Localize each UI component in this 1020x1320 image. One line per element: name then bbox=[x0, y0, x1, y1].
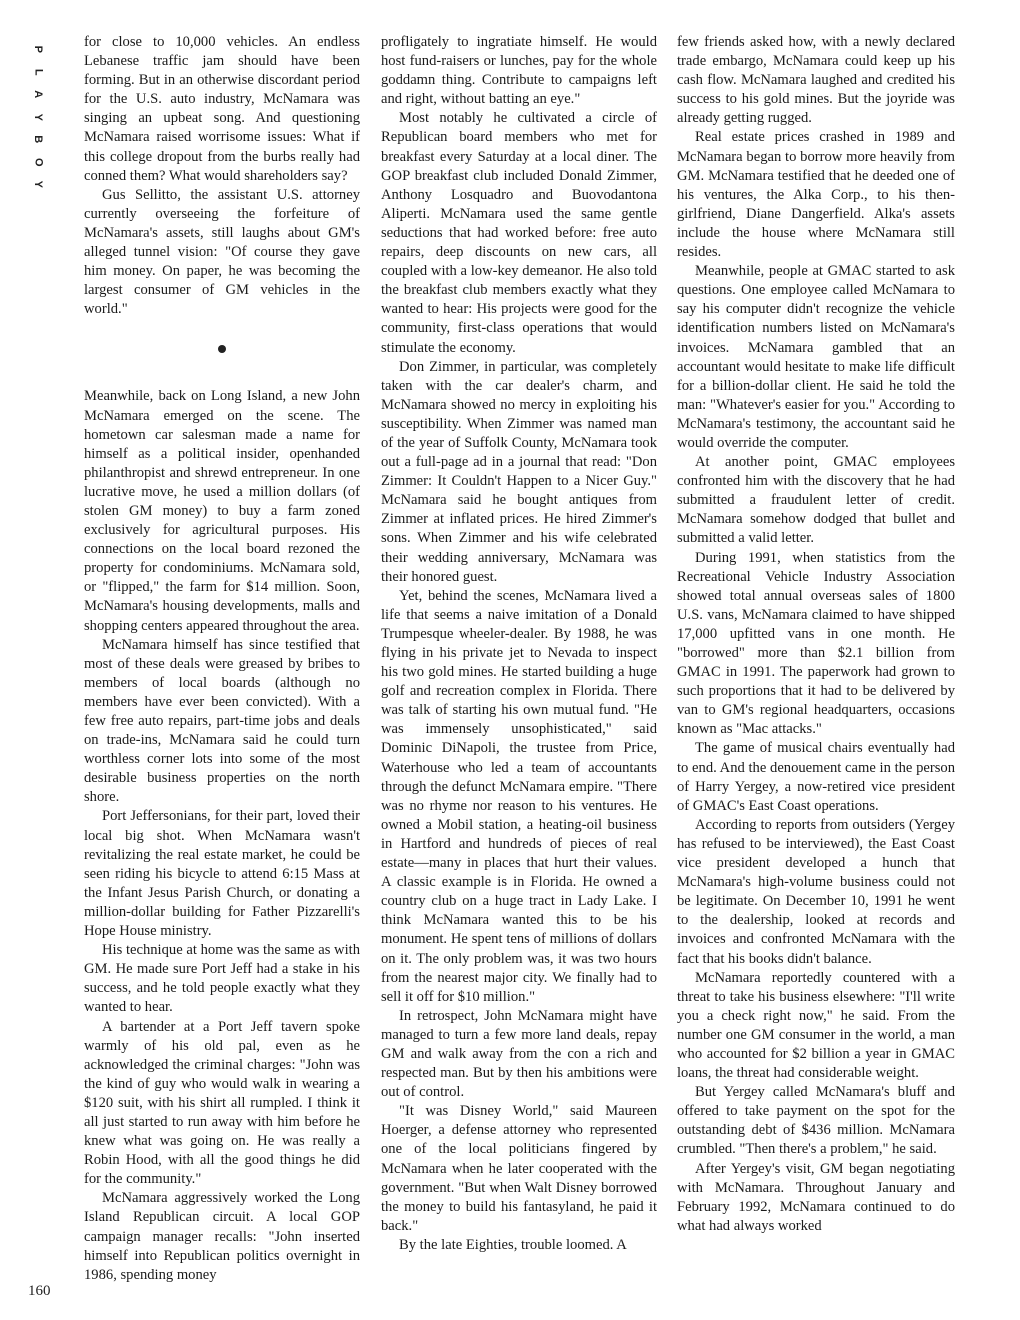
section-break-bullet bbox=[218, 345, 226, 353]
article-paragraph: for close to 10,000 vehicles. An endless Lebanese traffic jam should have been forming. But in an otherwise discordant period for the U.S. auto industry, McNamara was singing an upbeat song. And questioning McNamara raised worrisome issues: What if this college dropout from the burbs really had conned them? What would shareholders say? bbox=[84, 34, 360, 184]
article-paragraph: "It was Disney World," said Maureen Hoerger, a defense attorney who represented one of the local politicians fingered by McNamara when he later cooperated with the government. "But when Walt Disney borrowed the money to build his fantasyland, he paid it back." bbox=[381, 1103, 657, 1234]
article-paragraph: At another point, GMAC employees confronted him with the discovery that he had submitted a fraudulent letter of credit. McNamara somehow dodged that bullet and submitted a valid letter. bbox=[677, 454, 955, 547]
article-paragraph: Port Jeffersonians, for their part, loved their local big shot. When McNamara wasn't revitalizing the real estate market, he could be seen riding his bicycle to attend 6:15 Mass at the Infant Jesus Parish Church, or donating a million-dollar building for Father Pizzarelli's Hope House ministry. bbox=[84, 808, 360, 940]
section-label-letter: Y bbox=[32, 180, 45, 188]
article-paragraph: few friends asked how, with a newly declared trade embargo, McNamara could keep up his cash flow. McNamara laughed and credited his success to his gold mines. But the joyride was already getting rugged. bbox=[677, 34, 955, 127]
article-column-2 bbox=[381, 33, 657, 1255]
section-label-letter: Y bbox=[32, 113, 45, 121]
article-paragraph: McNamara aggressively worked the Long Island Republican circuit. A local GOP campaign manager recalls: "John inserted himself into Republican politics overnight in 1986, spending money bbox=[84, 1190, 360, 1283]
section-label-letter: B bbox=[32, 135, 45, 144]
article-paragraph: Most notably he cultivated a circle of Republican board members who met for breakfast every Saturday at a local diner. The GOP breakfast club included Donald Zimmer, Anthony Losquadro and Buovodantona Aliperti. McNamara used the same gentle seductions that had worked before: free auto repairs, deep discounts on new cars, all coupled with a low-key demeanor. He also told the breakfast club members exactly what they wanted to hear: His projects were good for the community, first-class operations that would stimulate the economy. bbox=[381, 110, 657, 356]
article-paragraph: Gus Sellitto, the assistant U.S. attorney currently overseeing the forfeiture of McNamara's assets, still laughs about GM's alleged tunnel vision: "Of course they gave him money. On paper, he was becoming the largest consumer of GM vehicles in the world." bbox=[84, 186, 360, 318]
article-paragraph: A bartender at a Port Jeff tavern spoke warmly of his old pal, even as he acknowledged the criminal charges: "John was the kind of guy who would walk in wearing a $120 suit, with his shirt all rumpled. I think it all just started to run away with him before he knew what was going on. He was really a Robin Hood, with all the good things he did for the community." bbox=[84, 1018, 360, 1188]
article-paragraph: profligately to ingratiate himself. He would host fund-raisers or lunches, pay for the whole goddamn thing. Contribute to campaigns left and right, without batting an eye." bbox=[381, 34, 657, 108]
article-paragraph: According to reports from outsiders (Yergey has refused to be interviewed), the East Coast vice president developed a hunch that McNamara's high-volume business could not be legitimate. On December 10, 1991 he went to the dealership, looked at records and invoices and confronted McNamara with the fact that his books didn't balance. bbox=[677, 816, 955, 967]
article-paragraph: After Yergey's visit, GM began negotiating with McNamara. Throughout January and February 1992, McNamara continued to do what had always worked bbox=[677, 1160, 955, 1234]
article-paragraph: His technique at home was the same as with GM. He made sure Port Jeff had a stake in his success, and he told people exactly what they wanted to hear. bbox=[84, 942, 360, 1016]
article-column-3 bbox=[677, 33, 955, 1236]
article-paragraph: Don Zimmer, in particular, was completely taken with the car dealer's charm, and McNamara showed no mercy in exploiting his susceptibility. When Zimmer was named man of the year of Suffolk County, McNamara took out a full-page ad in a journal that read: "Don Zimmer: It Couldn't Happen to a Nicer Guy." McNamara said he bought antiques from Zimmer at inflated prices. He hired Zimmer's sons. When Zimmer and his wife celebrated their wedding anniversary, McNamara was their honored guest. bbox=[381, 358, 657, 585]
article-paragraph: Meanwhile, back on Long Island, a new John McNamara emerged on the scene. The hometown car salesman made a name for himself as a political insider, openhanded philanthropist and shrewd entrepreneur. In one lucrative move, he used a million dollars (of stolen GM money) to buy a farm zoned exclusively for agricultural purposes. His connections on the local board rezoned the property for condominiums. McNamara sold, or "flipped," the farm for $14 million. Soon, McNamara's housing developments, malls and shopping centers appeared throughout the area. bbox=[84, 388, 360, 634]
article-paragraph: Yet, behind the scenes, McNamara lived a life that seems a naive imitation of a Donald Trumpesque wheeler-dealer. By 1988, he was flying in his private jet to Nevada to inspect his two gold mines. He started building a huge golf and recreation complex in Florida. There was talk of starting his own mutual fund. "He was immensely unsophisticated," said Dominic DiNapoli, the trustee from Price, Waterhouse who led a team of accountants through the defunct McNamara empire. "There was no rhyme nor reason to his ventures. He owned a Mobil station, a heating-oil business in Hartford and hundreds of pieces of real estate—many in places that hurt their values. A classic example is in Florida. He owned a country club on a huge tract in Lady Lake. I think McNamara wanted this to be his monument. He spent tens of millions of dollars on it. The only problem was, it was two hours from the nearest major city. We finally had to sell it off for $10 million." bbox=[381, 587, 657, 1005]
article-paragraph: But Yergey called McNamara's bluff and offered to take payment on the spot for the outstanding debt of $436 million. McNamara crumbled. "Then there's a problem," he said. bbox=[677, 1084, 955, 1158]
section-label-letter: L bbox=[32, 68, 45, 76]
article-column-1 bbox=[84, 33, 360, 1285]
article-paragraph: During 1991, when statistics from the Recreational Vehicle Industry Association showed total annual overseas sales of 1800 U.S. vans, McNamara claimed to have shipped 17,000 upfitted vans in one month. He "borrowed" more than $2.1 billion from GMAC in 1991. The paperwork had grown to such proportions that it had to be delivered by van to GM's regional headquarters, occasions known as "Mac attacks." bbox=[677, 549, 955, 738]
article-paragraph: McNamara reportedly countered with a threat to take his business elsewhere: "I'll write you a check right now," he said. From the number one GM consumer in the world, a man who accounted for $2 billion a year in GMAC loans, the threat had considerable weight. bbox=[677, 969, 955, 1082]
article-paragraph: Meanwhile, people at GMAC started to ask questions. One employee called McNamara to say his computer didn't recognize the vehicle identification numbers listed on McNamara's invoices. McNamara gambled that an accountant would hesitate to make life difficult for a billion-dollar client. He said he told the man: "Whatever's easier for you." According to McNamara's testimony, the accountant said he would override the computer. bbox=[677, 263, 955, 451]
article-paragraph: By the late Eighties, trouble loomed. A bbox=[399, 1236, 627, 1253]
article-paragraph: In retrospect, John McNamara might have managed to turn a few more land deals, repay GM and walk away from the con a rich and respected man. But by then his ambitions were out of control. bbox=[381, 1007, 657, 1101]
section-label-letter: P bbox=[32, 45, 45, 53]
section-label-letter: A bbox=[32, 90, 45, 99]
article-paragraph: McNamara himself has since testified that most of these deals were greased by bribes to members of local boards (although no members have ever been convicted). With a few free auto repairs, part-time jobs and deals on trade-ins, McNamara said he could turn worthless corner lots into some of the most desirable business properties on the north shore. bbox=[84, 636, 360, 806]
article-paragraph: The game of musical chairs eventually had to end. And the denouement came in the person of Harry Yergey, a now-retired vice president of GMAC's East Coast operations. bbox=[677, 740, 955, 814]
section-label-letter: O bbox=[32, 157, 45, 167]
section-label bbox=[30, 38, 46, 196]
article-paragraph: Real estate prices crashed in 1989 and McNamara began to borrow more heavily from GM. McNamara testified that he deeded one of his ventures, the Alka Corp., to his then-girlfriend, Diane Dangerfield. Alka's assets include the house where McNamara still resides. bbox=[677, 129, 955, 261]
page-number: 160 bbox=[28, 1283, 51, 1299]
